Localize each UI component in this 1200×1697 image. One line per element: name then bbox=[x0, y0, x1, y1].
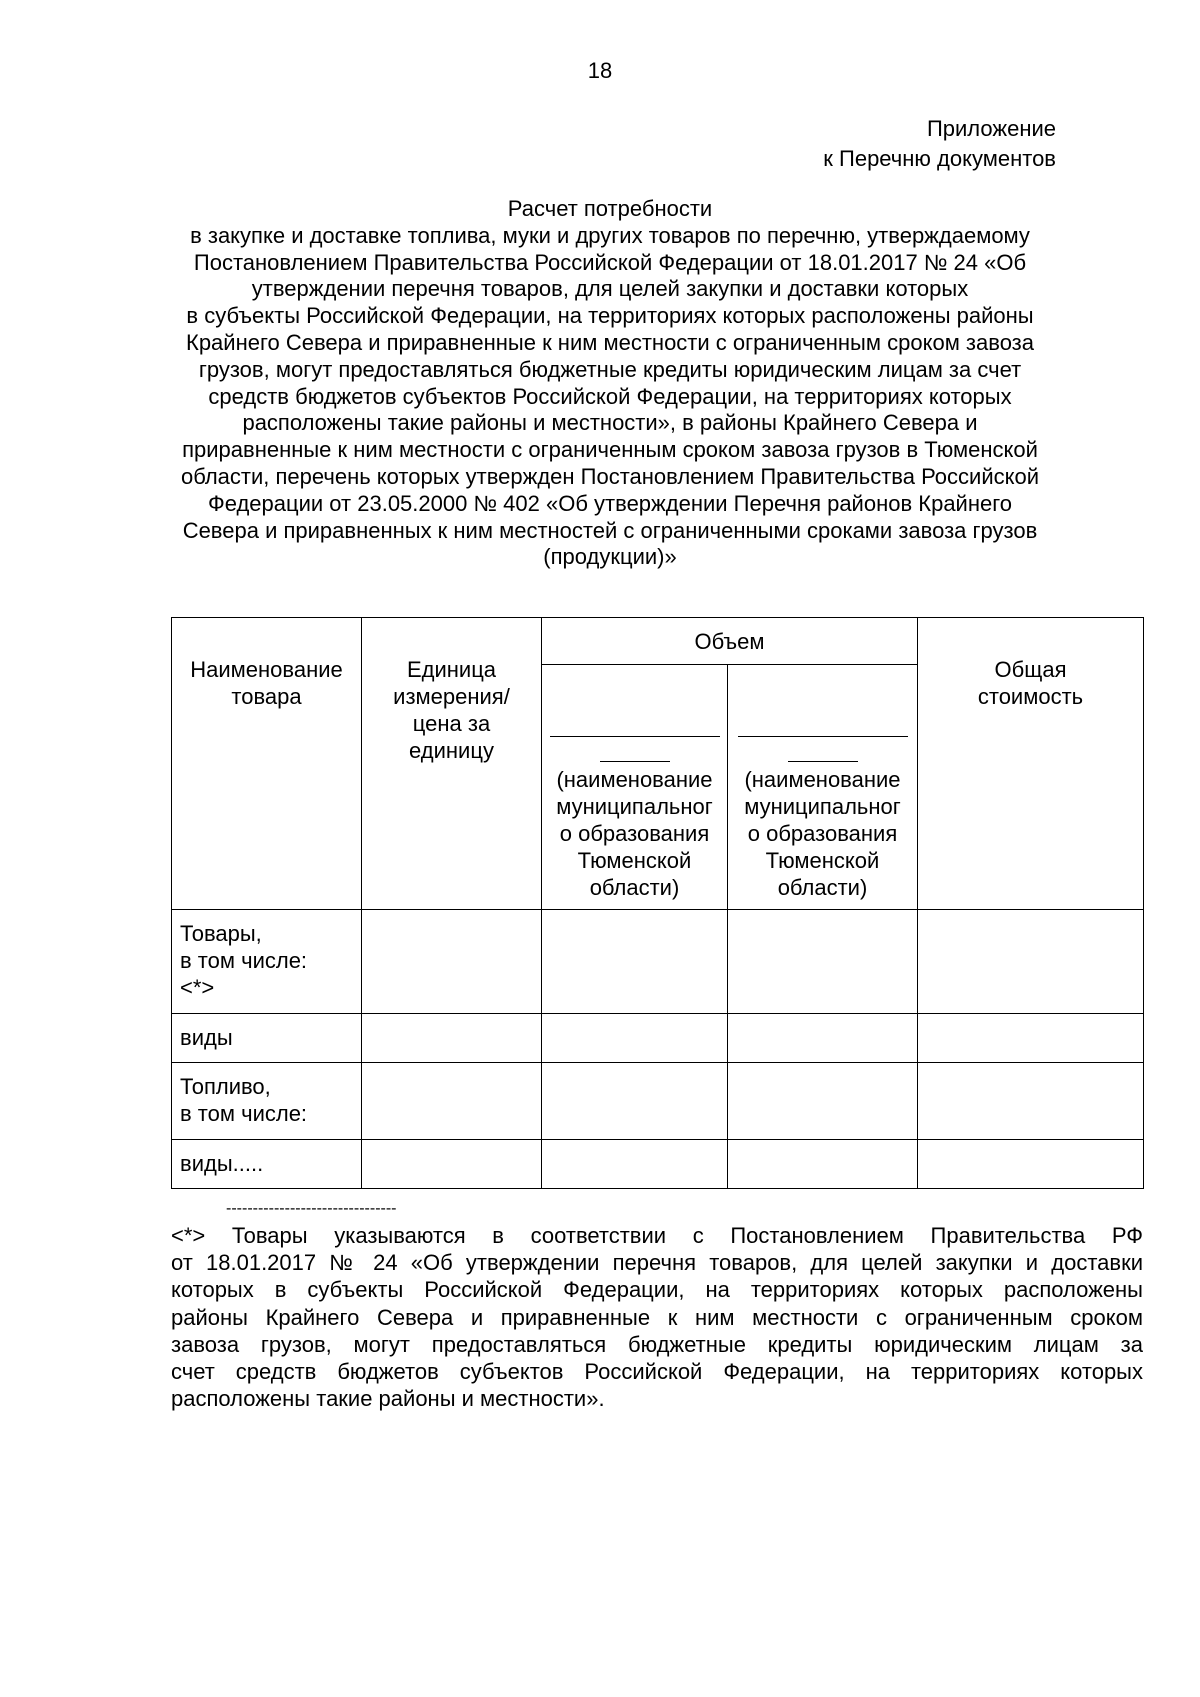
table-cell bbox=[918, 1063, 1144, 1140]
header-text: товара bbox=[231, 684, 302, 709]
row-label-line: Топливо, bbox=[180, 1074, 271, 1099]
header-text: муниципальног bbox=[744, 794, 901, 819]
table-cell bbox=[728, 1140, 918, 1189]
table-cell bbox=[542, 1140, 728, 1189]
row-label-line: в том числе: bbox=[180, 948, 308, 973]
title-line: средств бюджетов субъектов Российской Федерации, на территориях которых bbox=[208, 383, 1012, 409]
table-row bbox=[172, 1063, 1144, 1140]
title-line: приравненные к ним местности с ограниченным сроком завоза грузов в Тюменской bbox=[182, 437, 1038, 463]
header-text: (наименование bbox=[556, 767, 713, 792]
footnote-line: счет средств бюджетов субъектов Российской Федерации, на территориях которых bbox=[171, 1359, 1143, 1385]
title-line: Севера и приравненных к ним местностей с ограниченными сроками завоза грузов bbox=[182, 517, 1038, 543]
header-text: области) bbox=[777, 875, 868, 900]
header-unit-price bbox=[362, 618, 542, 910]
row-label bbox=[172, 1140, 362, 1189]
table-row bbox=[172, 1014, 1144, 1063]
footnote-divider: -------------------------------- bbox=[226, 1200, 397, 1217]
table-cell bbox=[362, 1063, 542, 1140]
table-cell bbox=[362, 1014, 542, 1063]
table-cell bbox=[728, 1063, 918, 1140]
header-text: Тюменской bbox=[577, 848, 692, 873]
header-text: (наименование bbox=[744, 767, 901, 792]
table-cell bbox=[918, 910, 1144, 1014]
table-cell bbox=[542, 1014, 728, 1063]
footnote-line: завоза грузов, могут предоставляться бюджетные кредиты юридическим лицам за bbox=[171, 1331, 1143, 1357]
row-label-line: виды..... bbox=[180, 1151, 264, 1176]
header-text: стоимость bbox=[977, 684, 1084, 709]
table-cell bbox=[728, 910, 918, 1014]
footnote-line: расположены такие районы и местности». bbox=[171, 1386, 605, 1412]
header-text: Наименование bbox=[190, 657, 343, 682]
title-line: области, перечень которых утвержден Постановлением Правительства Российской bbox=[180, 463, 1040, 489]
header-text: Единица bbox=[406, 657, 497, 682]
table-cell bbox=[918, 1140, 1144, 1189]
appendix-caption bbox=[823, 114, 1056, 174]
title-line: утверждении перечня товаров, для целей закупки и доставки которых bbox=[251, 276, 969, 302]
blank-line bbox=[600, 737, 670, 762]
row-label bbox=[172, 1063, 362, 1140]
title-line: Крайнего Севера и приравненные к ним местности с ограниченным сроком завоза bbox=[186, 329, 1034, 355]
blank-line bbox=[738, 702, 908, 737]
table-cell bbox=[542, 1063, 728, 1140]
header-text: о образования bbox=[747, 821, 898, 846]
footnote-line: от 18.01.2017 № 24 «Об утверждении перечня товаров, для целей закупки и доставки bbox=[171, 1250, 1143, 1276]
table-cell bbox=[542, 910, 728, 1014]
table-row bbox=[172, 910, 1144, 1014]
title-line: Постановлением Правительства Российской Федерации от 18.01.2017 № 24 «Об bbox=[193, 249, 1027, 275]
header-text: муниципальног bbox=[556, 794, 713, 819]
appendix-line: к Перечню документов bbox=[823, 146, 1056, 171]
header-municipality-2 bbox=[728, 665, 918, 910]
footnote-line: районы Крайнего Севера и приравненные к ним местности с ограниченным сроком bbox=[171, 1304, 1143, 1330]
header-text: цена за bbox=[412, 711, 491, 736]
header-text: о образования bbox=[559, 821, 710, 846]
header-text: измерения/ bbox=[393, 684, 510, 709]
document-title bbox=[170, 196, 1050, 571]
appendix-line: Приложение bbox=[926, 116, 1056, 141]
title-line: Расчет потребности bbox=[507, 196, 713, 221]
row-label-line: Товары, bbox=[180, 921, 262, 946]
row-label bbox=[172, 910, 362, 1014]
table-cell bbox=[918, 1014, 1144, 1063]
header-text: единицу bbox=[409, 738, 494, 763]
calculation-table bbox=[171, 617, 1144, 1189]
header-text: области) bbox=[589, 875, 680, 900]
footnote bbox=[171, 1222, 1143, 1412]
table-cell bbox=[362, 1140, 542, 1189]
row-label-line: виды bbox=[180, 1025, 233, 1050]
blank-line bbox=[788, 737, 858, 762]
header-total-cost bbox=[918, 618, 1144, 910]
table-cell bbox=[728, 1014, 918, 1063]
header-product-name bbox=[172, 618, 362, 910]
table-cell bbox=[362, 910, 542, 1014]
title-line: (продукции)» bbox=[543, 544, 677, 570]
title-line: Федерации от 23.05.2000 № 402 «Об утверждении Перечня районов Крайнего bbox=[207, 490, 1013, 516]
row-label-line: в том числе: bbox=[180, 1101, 308, 1126]
blank-line bbox=[550, 702, 720, 737]
title-line: в субъекты Российской Федерации, на территориях которых расположены районы bbox=[186, 303, 1034, 329]
title-line: расположены такие районы и местности», в районы Крайнего Севера и bbox=[242, 410, 978, 436]
title-line: грузов, могут предоставляться бюджетные кредиты юридическим лицам за счет bbox=[198, 356, 1022, 382]
footnote-line: которых в субъекты Российской Федерации, на территориях которых расположены bbox=[171, 1277, 1143, 1303]
table-header-row bbox=[172, 618, 1144, 665]
title-line: в закупке и доставке топлива, муки и других товаров по перечню, утверждаемому bbox=[190, 222, 1030, 248]
footnote-line: <*> Товары указываются в соответствии с Постановлением Правительства РФ bbox=[171, 1223, 1143, 1248]
header-municipality-1 bbox=[542, 665, 728, 910]
table-row bbox=[172, 1140, 1144, 1189]
row-label-line: <*> bbox=[180, 975, 215, 1000]
header-volume: Объем bbox=[542, 618, 918, 665]
header-text: Общая bbox=[994, 657, 1067, 682]
row-label bbox=[172, 1014, 362, 1063]
header-text: Тюменской bbox=[765, 848, 880, 873]
page-number: 18 bbox=[587, 58, 613, 83]
